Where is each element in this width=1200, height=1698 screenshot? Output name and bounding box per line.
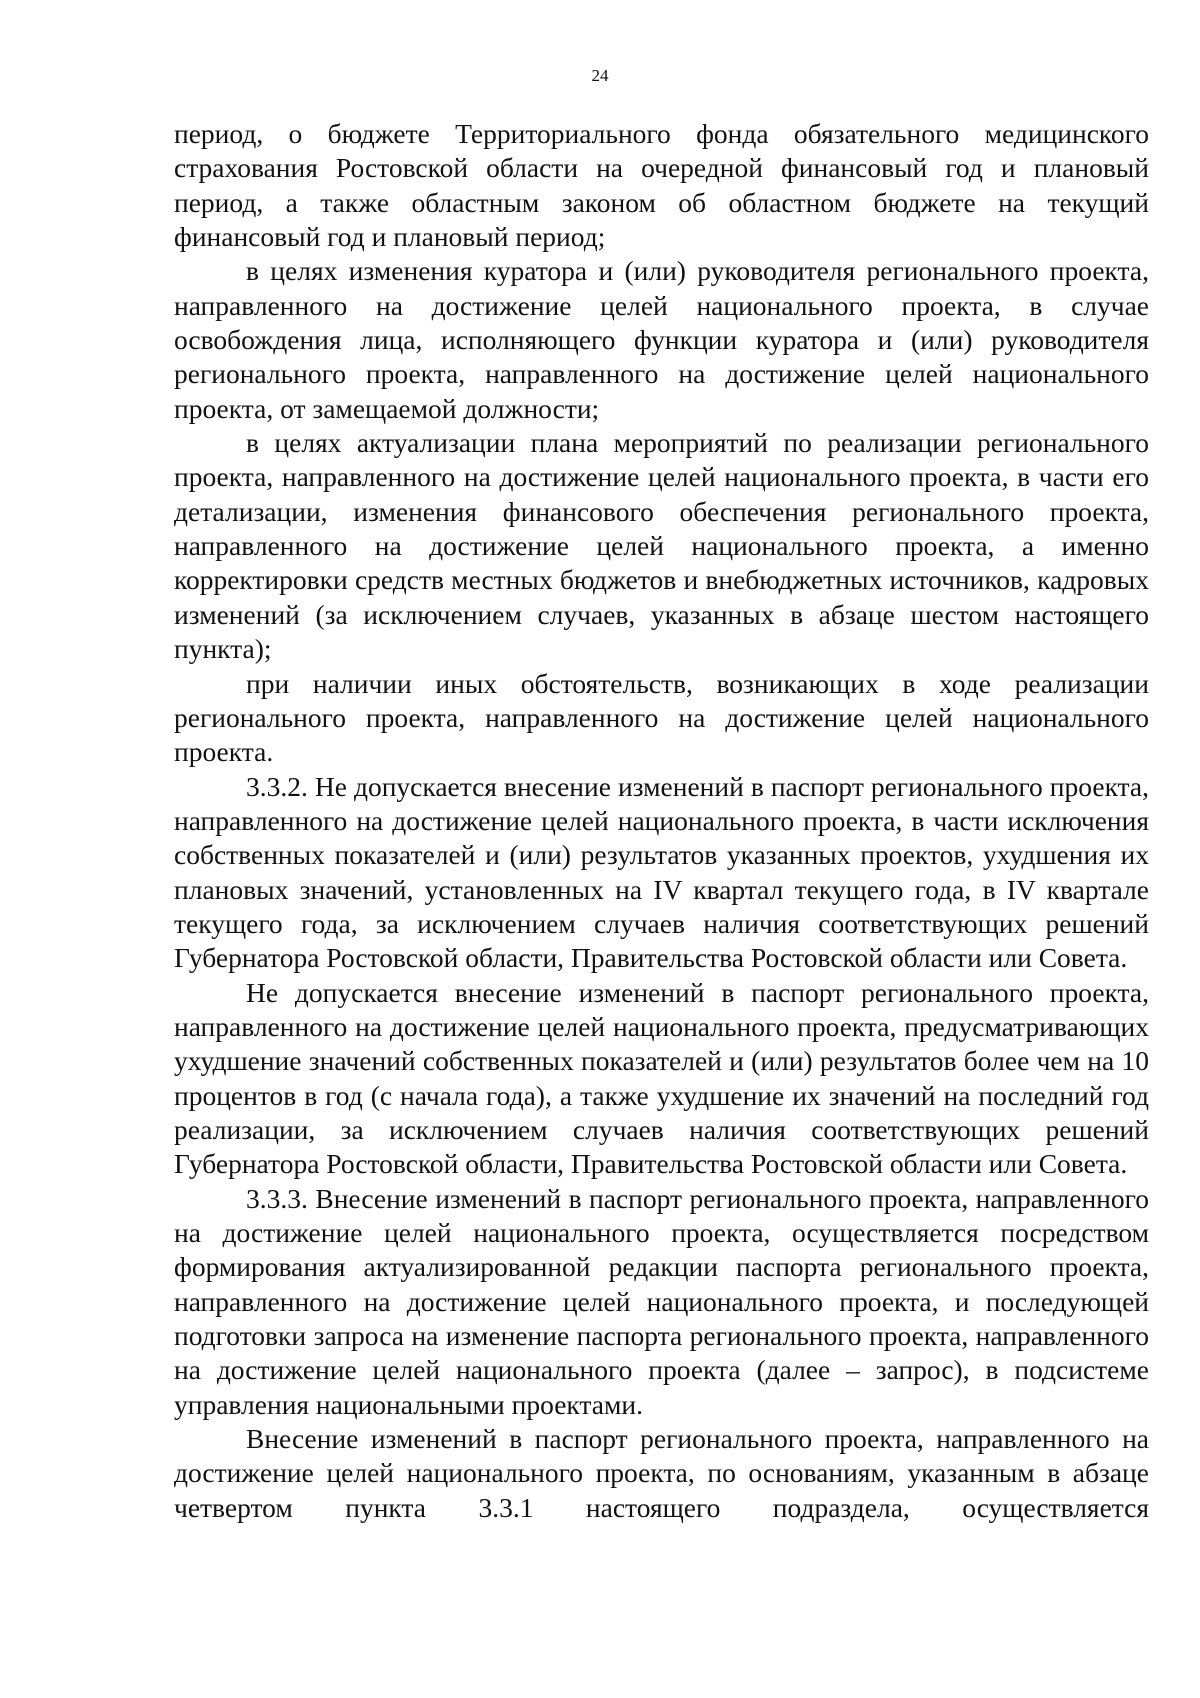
paragraph-changes-grounds: Внесение изменений в паспорт регионального проекта, направленного на достижение целей национального проекта, по основаниям, указанным в абзаце четвертом пункта 3.3.1 настоящего подраздела, осуществляется xyxy=(174,1423,1149,1523)
document-body xyxy=(174,117,1149,1525)
page-number: 24 xyxy=(591,66,609,85)
paragraph-section-3-3-3: 3.3.3. Внесение изменений в паспорт регионального проекта, направленного на достижение целей национального проекта, осуществляется посредством формирования актуализированной редакции паспорта регионального проекта, направленного на достижение целей национального проекта, и последующей подготовки запроса на изменение паспорта регионального проекта, направленного на достижение целей национального проекта (далее – запрос), в подсистеме управления национальными проектами. xyxy=(174,1182,1149,1420)
paragraph-other-circumstances: при наличии иных обстоятельств, возникающих в ходе реализации регионального проекта, направленного на достижение целей национального проекта. xyxy=(174,667,1149,768)
paragraph-section-3-3-2: 3.3.2. Не допускается внесение изменений в паспорт регионального проекта, направленного на достижение целей национального проекта, в части исключения собственных показателей и (или) результатов указанных проектов, ухудшения их плановых значений, установленных на IV квартал текущего года, в IV квартале текущего года, за исключением случаев наличия соответствующих решений Губернатора Ростовской области, Правительства Ростовской области или Совета. xyxy=(174,770,1149,974)
paragraph-no-worsening: Не допускается внесение изменений в паспорт регионального проекта, направленного на достижение целей национального проекта, предусматривающих ухудшение значений собственных показателей и (или) результатов более чем на 10 процентов в год (с начала года), а также ухудшение их значений на последний год реализации, за исключением случаев наличия соответствующих решений Губернатора Ростовской области, Правительства Ростовской области или Совета. xyxy=(174,976,1149,1180)
paragraph-curator-change: в целях изменения куратора и (или) руководителя регионального проекта, направленного на достижение целей национального проекта, в случае освобождения лица, исполняющего функции куратора и (или) руководителя регионального проекта, направленного на достижение целей национального проекта, от замещаемой должности; xyxy=(174,255,1149,424)
paragraph-budget-period: период, о бюджете Территориального фонда обязательного медицинского страхования Ростовской области на очередной финансовый год и плановый период, а также областным законом об областном бюджете на текущий финансовый год и плановый период; xyxy=(174,118,1149,253)
paragraph-plan-actualization: в целях актуализации плана мероприятий по реализации регионального проекта, направленного на достижение целей национального проекта, в части его детализации, изменения финансового обеспечения регионального проекта, направленного на достижение целей национального проекта, а именно корректировки средств местных бюджетов и внебюджетных источников, кадровых изменений (за исключением случаев, указанных в абзаце шестом настоящего пункта); xyxy=(174,427,1149,665)
